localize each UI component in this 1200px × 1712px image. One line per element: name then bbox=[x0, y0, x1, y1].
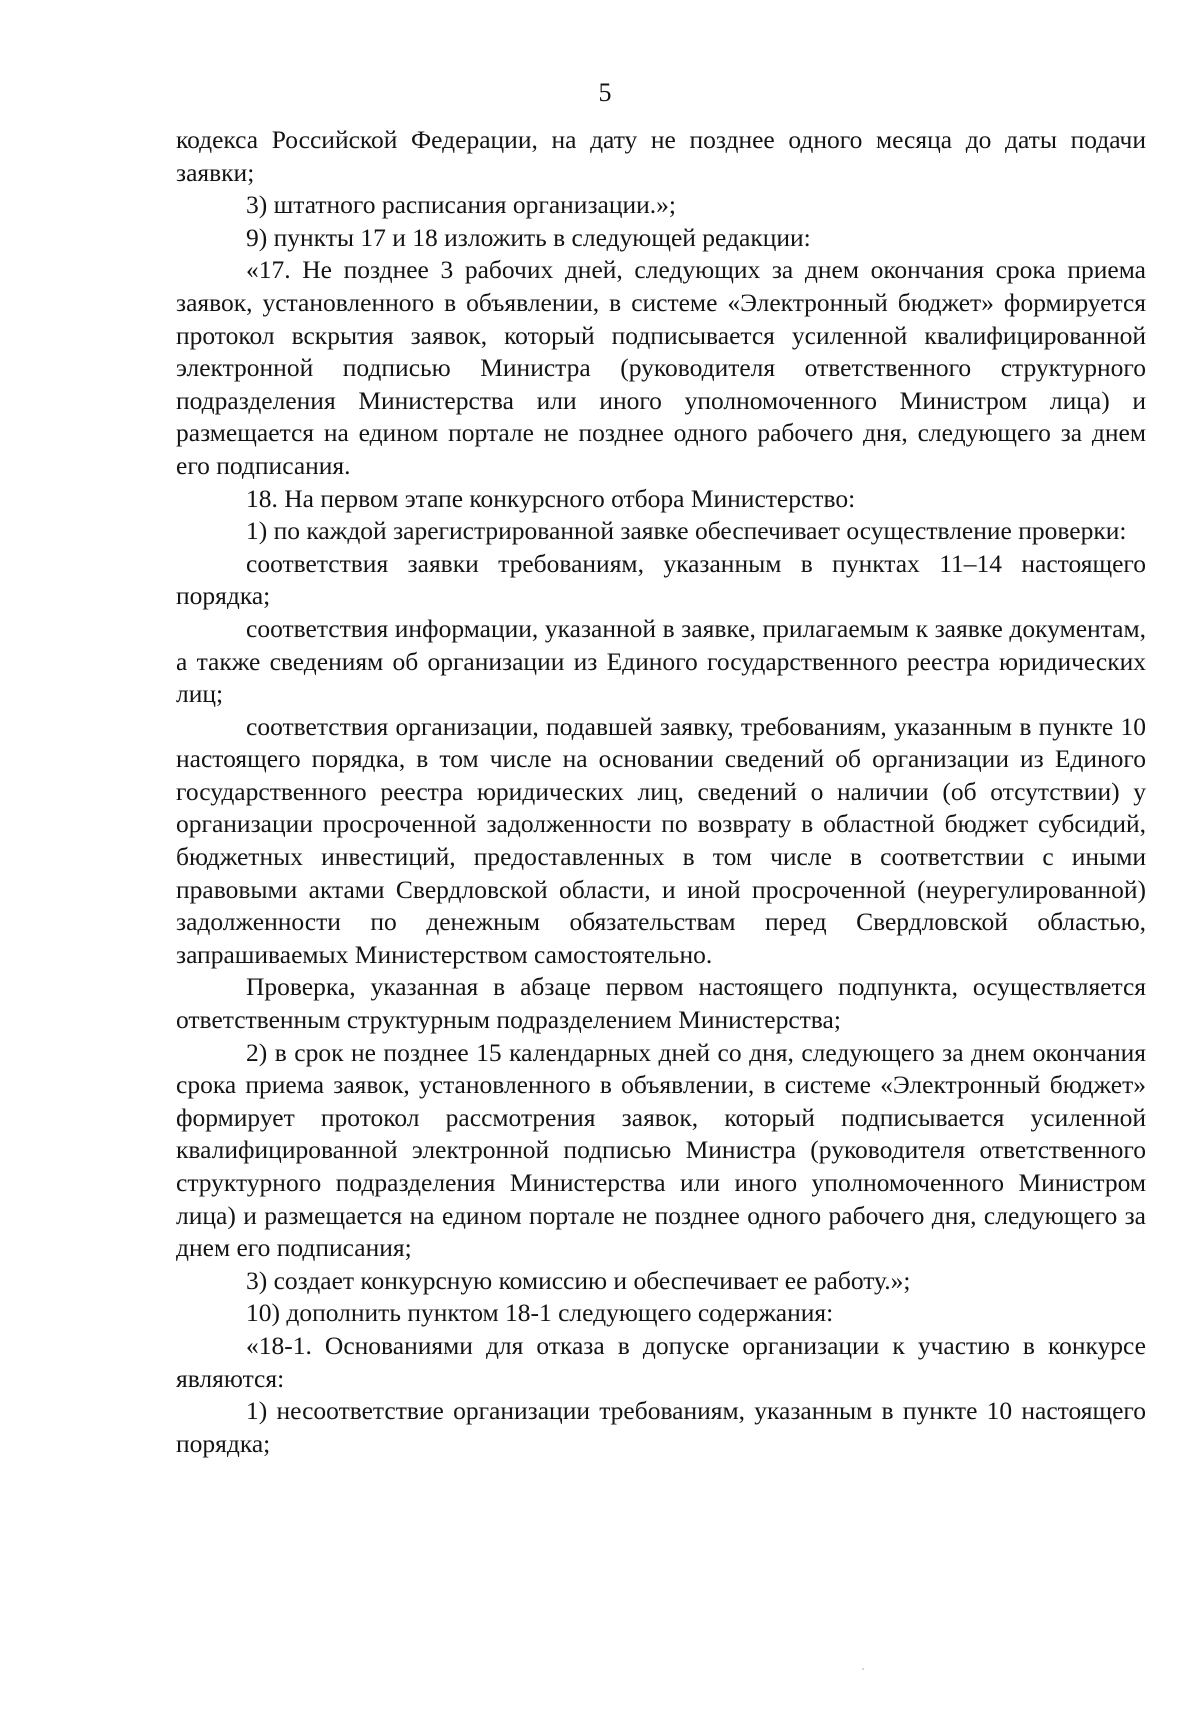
paragraph-item-3: 3) штатного расписания организации.»; bbox=[246, 190, 676, 220]
paragraph-subitem-2: 2) в срок не позднее 15 календарных дней со дня, следующего за днем окончания срока приема заявок, установленного в объявлении, в системе «Электронный бюджет» формирует протокол рассмотрения заявок, который подписывается усиленной квалифицированной электронной подписью Министра (руководителя ответственного структурного подразделения Министерства или иного уполномоченного Министром лица) и размещается на едином портале не позднее одного рабочего дня, следующего за днем его подписания; bbox=[176, 1037, 1146, 1263]
paragraph-verification: Проверка, указанная в абзаце первом настоящего подпункта, осуществляется ответственным структурным подразделением Министерства; bbox=[176, 972, 1146, 1035]
document-body bbox=[176, 124, 1146, 1460]
paragraph-check-application: соответствия заявки требованиям, указанным в пунктах 11–14 настоящего порядка; bbox=[176, 548, 1146, 611]
scan-speck bbox=[862, 1668, 864, 1670]
paragraph-refusal-ground-1: 1) несоответствие организации требованиям, указанным в пункте 10 настоящего порядка; bbox=[176, 1396, 1146, 1458]
paragraph-subitem-3: 3) создает конкурсную комиссию и обеспечивает ее работу.»; bbox=[246, 1265, 911, 1295]
paragraph-subitem-1: 1) по каждой зарегистрированной заявке обеспечивает осуществление проверки: bbox=[246, 516, 1127, 546]
paragraph-check-organization: соответствия организации, подавшей заявку, требованиям, указанным в пункте 10 настоящего порядка, в том числе на основании сведений об организации из Единого государственного реестра юридических лиц, сведений о наличии (об отсутствии) у организации просроченной задолженности по возврату в областной бюджет субсидий, бюджетных инвестиций, предоставленных в том числе в соответствии с иными правовыми актами Свердловской области, и иной просроченной (неурегулированной) задолженности по денежным обязательствам перед Свердловской областью, запрашиваемых Министерством самостоятельно. bbox=[176, 711, 1146, 969]
paragraph-clause-18-1: «18-1. Основаниями для отказа в допуске организации к участию в конкурсе являются: bbox=[176, 1330, 1146, 1393]
paragraph-item-10: 10) дополнить пунктом 18-1 следующего содержания: bbox=[246, 1298, 834, 1328]
paragraph-check-information: соответствия информации, указанной в заявке, прилагаемым к заявке документам, а также сведениям об организации из Единого государственного реестра юридических лиц; bbox=[176, 613, 1146, 709]
paragraph-continuation: кодекса Российской Федерации, на дату не позднее одного месяца до даты подачи заявки; bbox=[176, 125, 1146, 187]
page-number: 5 bbox=[598, 78, 612, 107]
paragraph-clause-17: «17. Не позднее 3 рабочих дней, следующих за днем окончания срока приема заявок, установленного в объявлении, в системе «Электронный бюджет» формируется протокол вскрытия заявок, который подписывается усиленной квалифицированной электронной подписью Министра (руководителя ответственного структурного подразделения Министерства или иного уполномоченного Министром лица) и размещается на едином портале не позднее одного рабочего дня, следующего за днем его подписания. bbox=[176, 255, 1146, 480]
paragraph-item-9: 9) пункты 17 и 18 изложить в следующей редакции: bbox=[246, 222, 811, 252]
paragraph-clause-18: 18. На первом этапе конкурсного отбора Министерство: bbox=[246, 483, 856, 513]
